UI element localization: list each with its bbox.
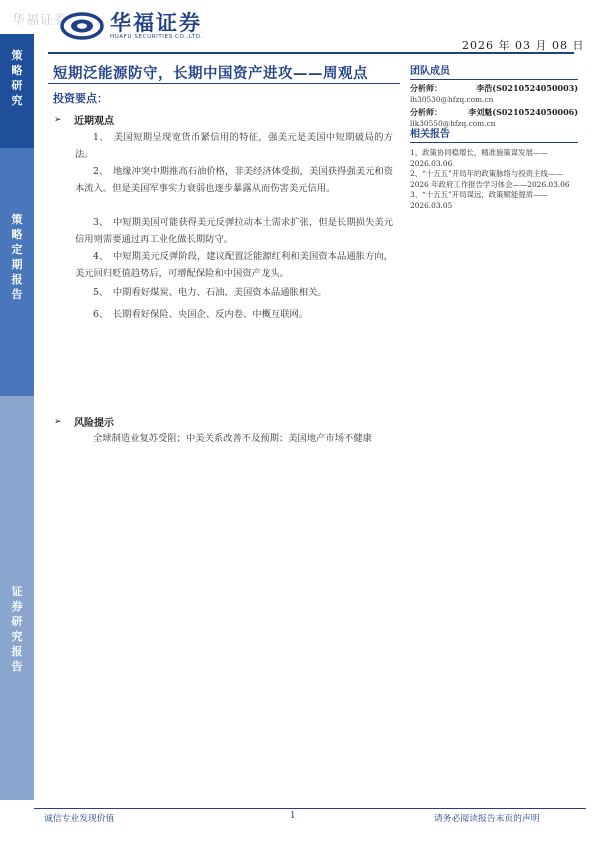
page-number: 1 [290, 811, 296, 821]
view-paragraph: 3、 中短期美国可能获得美元反弹拉动本土需求扩张，但是长期损失美元信用则需要通过再工业化做长期防守。 [75, 217, 393, 245]
logo-english-name: HUAFU SECURITIES CO.,LTD. [110, 34, 203, 40]
related-report-item[interactable]: 3、“十五五”开局谋远，政策赋能提质——2026.03.05 [410, 190, 548, 210]
related-report-item[interactable]: 1、政策协同稳增长，精准施策谋发展——2026.03.06 [410, 148, 548, 168]
risk-heading [54, 414, 114, 429]
watermark-text: 华福证券 [12, 13, 69, 28]
analyst-name: 李浩(S0210524050003) [476, 83, 578, 93]
view-paragraph: 6、 长期看好保险、央国企、反内卷、中概互联网。 [93, 309, 309, 320]
report-date: 2026 年 03 月 08 日 [462, 39, 585, 52]
risk-label: 风险提示 [74, 418, 114, 429]
view-paragraph: 1、 美国短期呈现宽货币紧信用的特征，强美元是美国中短期破局的方法。 [75, 132, 393, 160]
analyst-email[interactable]: lh30530@hfzq.com.cn [410, 95, 494, 104]
report-title: 短期泛能源防守，长期中国资产进攻——周观点 [53, 65, 368, 82]
footer-slogan: 诚信专业发现价值 [44, 814, 115, 824]
risk-text: 全球制造业复苏受阻；中美关系改善不及预期；美国地产市场不健康 [93, 433, 372, 444]
analyst-label: 分析师： [410, 83, 442, 93]
team-members-panel [410, 62, 578, 128]
sidebar-block-periodic-report [0, 148, 34, 396]
investment-highlights-heading: 投资要点： [53, 92, 108, 105]
sidebar-label-securities-research: 证券研究报告 [11, 585, 23, 673]
logo-chinese-name: 华福证券 [110, 11, 202, 35]
footer-disclaimer: 请务必阅读报告末页的声明 [434, 814, 540, 824]
company-logo [60, 12, 203, 40]
analyst-email[interactable]: llk30550@hfzq.com.cn [410, 119, 496, 128]
analyst-label: 分析师： [410, 107, 442, 117]
recent-views-heading [54, 112, 114, 127]
title-divider [48, 83, 400, 84]
left-sidebar [0, 34, 34, 800]
header-divider [48, 52, 574, 54]
sidebar-block-securities-research [0, 396, 34, 800]
recent-views-label: 近期观点 [74, 116, 114, 127]
sidebar-block-strategy-research [0, 34, 34, 148]
logo-mark-icon [60, 12, 104, 40]
footer-divider [34, 808, 586, 809]
arrow-bullet-icon: ➢ [54, 416, 62, 427]
view-paragraph: 4、 中短期美元反弹阶段，建议配置泛能源红利和美国资本品通胀方向，美元回归贬值趋势后，可增配保险和中国资产龙头。 [75, 251, 393, 279]
related-report-item[interactable]: 2、“十五五”开局年的政策脉络与投资主线——2026 年政府工作报告学习体会——2026.03.06 [410, 169, 570, 189]
team-members-heading: 团队成员 [410, 62, 578, 80]
related-reports-panel [410, 125, 578, 211]
sidebar-label-strategy-research: 策略研究 [11, 49, 23, 107]
related-reports-list [410, 148, 578, 211]
related-reports-heading: 相关报告 [410, 125, 578, 143]
view-paragraph: 5、 中期看好煤炭、电力、石油、美国资本品通胀相关。 [93, 287, 327, 298]
sidebar-label-periodic-report: 策略定期报告 [11, 213, 23, 301]
analyst-name: 李刘魁(S0210524050006) [468, 107, 578, 117]
view-paragraph: 2、 地缘冲突中期推高石油价格，非美经济体受损，美国获得强美元和资本流入。但是美国军事实力衰弱也逐步暴露从而伤害美元信用。 [75, 166, 393, 194]
analyst-entry [410, 83, 578, 104]
arrow-bullet-icon: ➢ [54, 114, 62, 125]
